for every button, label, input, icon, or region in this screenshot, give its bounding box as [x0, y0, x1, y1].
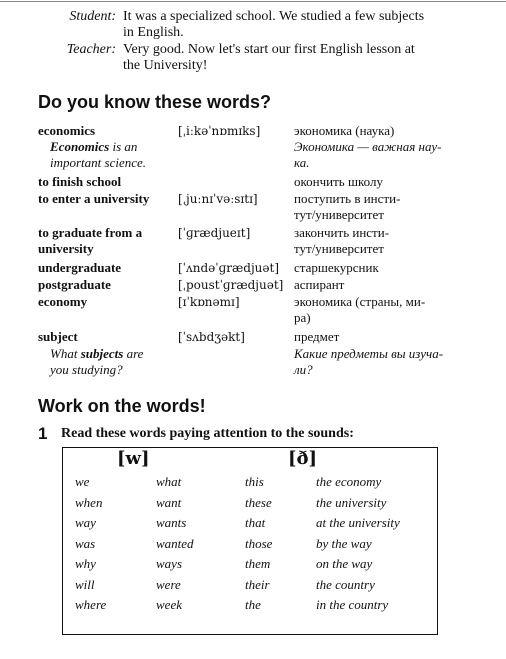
- vocab-example-translation-line: Какие предметы вы изуча-: [294, 346, 444, 361]
- word-cell: on the way: [316, 556, 373, 571]
- sound-heading-th: [ð]: [288, 448, 318, 469]
- word-cell: what: [156, 474, 182, 489]
- vocab-ipa: [ˈɡrædjueɪt]: [178, 226, 251, 240]
- exercise-instruction: Read these words paying attention to the sounds:: [61, 426, 354, 441]
- dialogue-line: the University!: [123, 58, 208, 73]
- vocab-ipa: [ˌjuːnɪˈvəːsɪtɪ]: [178, 192, 258, 206]
- vocab-example-text: are you studying?: [50, 346, 144, 377]
- vocab-example-text: What: [50, 346, 81, 361]
- vocab-example-keyword: Economics: [50, 139, 110, 154]
- vocab-translation: старшекурсник: [294, 260, 379, 275]
- vocab-term: undergraduate: [38, 260, 122, 275]
- dialogue-line: in English.: [123, 25, 184, 40]
- vocab-translation-line: экономика (страны, ми-: [294, 294, 426, 309]
- vocab-ipa: [ˈʌndəˈɡrædjuət]: [178, 261, 280, 275]
- dialogue-speaker-student: Student:: [69, 9, 116, 24]
- vocab-translation-line: закончить инсти-: [294, 225, 390, 240]
- vocab-heading: Do you know these words?: [38, 92, 272, 112]
- vocab-ipa: [ɪˈkɒnəmɪ]: [178, 295, 240, 309]
- word-cell: ways: [156, 556, 182, 571]
- word-cell: will: [75, 576, 95, 592]
- word-cell: these: [245, 494, 272, 510]
- vocab-term: to finish school: [38, 174, 122, 189]
- word-cell: those: [245, 535, 273, 551]
- word-cell: this: [245, 474, 264, 489]
- vocab-translation: [294, 225, 474, 257]
- vocab-translation-line: ра): [294, 310, 311, 325]
- vocab-term: subject: [38, 329, 78, 344]
- vocab-translation: [294, 191, 474, 223]
- vocab-term: economics: [38, 123, 96, 138]
- word-cell: wants: [156, 515, 187, 530]
- dialogue-line: It was a specialized school. We studied a few subjects: [123, 9, 425, 24]
- word-cell: way: [75, 515, 96, 530]
- sound-heading-w: [w]: [117, 448, 150, 469]
- vocab-example-text: is an important science.: [50, 139, 147, 170]
- word-cell: were: [156, 576, 181, 592]
- vocab-term: economy: [38, 294, 88, 309]
- vocab-term: to graduate from a university: [38, 225, 143, 256]
- dialogue-speaker-teacher: Teacher:: [66, 42, 116, 57]
- exercise-number: 1: [38, 424, 48, 443]
- word-cell: when: [75, 494, 103, 510]
- vocab-translation-line: тут/университет: [294, 207, 384, 222]
- vocab-example-keyword: subjects: [80, 346, 124, 361]
- vocab-example-translation-line: Экономика — важная нау-: [294, 139, 442, 154]
- vocab-example-translation-line: ка.: [294, 155, 310, 170]
- vocab-ipa: [ˌiːkəˈnɒmɪks]: [178, 124, 261, 138]
- word-cell: by the way: [316, 535, 372, 551]
- word-cell: want: [156, 494, 182, 510]
- vocab-term: to enter a university: [38, 191, 150, 206]
- vocab-translation: [294, 294, 474, 326]
- word-cell: where: [75, 597, 107, 612]
- vocab-example: [50, 346, 163, 378]
- word-cell: the: [245, 597, 261, 612]
- word-cell: them: [245, 556, 271, 571]
- work-heading: Work on the words!: [38, 396, 206, 416]
- vocab-term: postgraduate: [38, 277, 111, 292]
- top-rule: [0, 1, 506, 2]
- word-cell: the university: [316, 494, 387, 510]
- word-cell: why: [75, 556, 96, 571]
- word-cell: the country: [316, 576, 375, 592]
- word-cell: the economy: [316, 474, 382, 489]
- vocab-ipa: [ˈsʌbdʒəkt]: [178, 330, 245, 344]
- vocab-example-translation: [294, 139, 474, 171]
- vocab-translation: аспирант: [294, 277, 345, 292]
- word-cell: week: [156, 597, 182, 612]
- vocab-example-translation: [294, 346, 474, 378]
- word-cell: at the university: [316, 515, 400, 530]
- vocab-translation-line: поступить в инсти-: [294, 191, 401, 206]
- word-cell: we: [75, 474, 90, 489]
- vocab-translation: окончить школу: [294, 174, 383, 189]
- vocab-translation-line: тут/университет: [294, 241, 384, 256]
- vocab-translation: экономика (наука): [294, 123, 395, 138]
- word-cell: was: [75, 535, 96, 551]
- word-cell: their: [245, 576, 270, 592]
- word-cell: wanted: [156, 535, 194, 551]
- word-cell: that: [245, 515, 266, 530]
- dialogue-line: Very good. Now let's start our first English lesson at: [123, 42, 415, 57]
- vocab-translation: предмет: [294, 329, 340, 344]
- vocab-example-translation-line: ли?: [294, 362, 313, 377]
- word-cell: in the country: [316, 597, 389, 612]
- vocab-ipa: [ˌpoustˈɡrædjuət]: [178, 278, 284, 292]
- vocab-example: [50, 139, 163, 171]
